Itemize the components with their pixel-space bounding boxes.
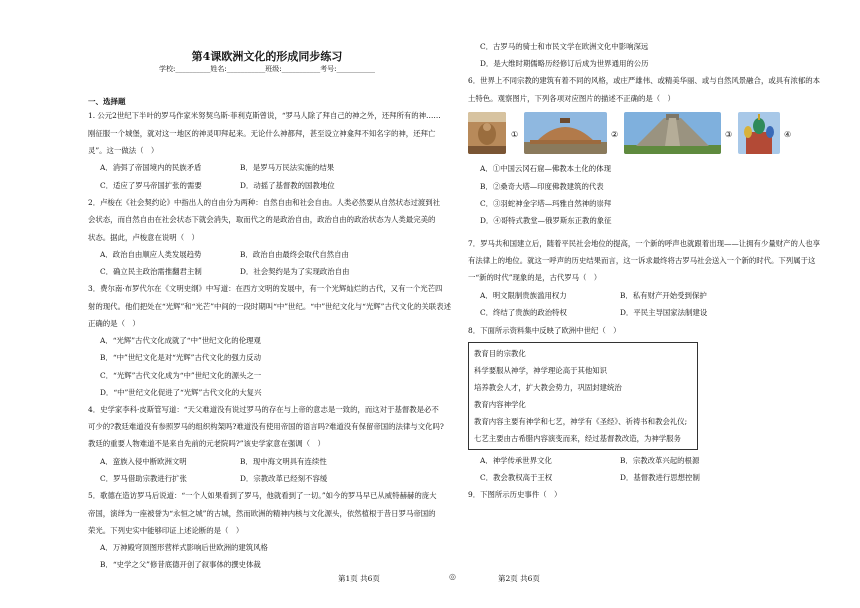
q4-option-a: A．蛮族入侵中断欧洲文明 <box>100 457 187 466</box>
q8-option-b: B．宗教改革兴起的根源 <box>620 456 700 465</box>
sanchi-stupa-image <box>524 112 607 154</box>
section-heading: 一、选择题 <box>88 97 126 106</box>
q3-option-d: D．“中”世纪文化促进了“光辉”古代文化的大复兴 <box>100 388 262 397</box>
q5-line: 帝国，演绎为一座被誉为“永恒之城”的古城，然而欧洲的精神内核与文化源头，依然植根于昔日罗马帝国的 <box>88 509 436 518</box>
box-line: 教育内容主要有神学和七艺，神学有《圣经》、祈祷书和教会礼仪; <box>474 417 688 426</box>
q4-option-b: B．现中海文明具有连续性 <box>240 457 327 466</box>
q1-option-b: B．是罗马万民法实施的结果 <box>240 163 335 172</box>
box-line: 培养教会人才，扩大教会势力，巩固封建统治 <box>474 383 622 392</box>
q7-option-d: D．平民主导国家法制建设 <box>620 308 708 317</box>
q1-line: 1. 公元2世纪下半叶的罗马作家米努契乌斯·菲利克斯曾说，“罗马人除了拜自己的神之外，还拜所有的神…… <box>88 111 441 120</box>
box-line: 七艺主要由古希腊内容演变而来，经过基督教改造，为神学服务 <box>474 434 681 443</box>
q6-option-c: C．③羽蛇神金字塔—玛雅自然神的崇拜 <box>480 199 612 208</box>
picture-number-2: ② <box>611 130 619 139</box>
q6-line: 土特色。观察图片，下列各项对应图片的描述不正确的是（ ） <box>468 94 675 103</box>
q5-option-d: D．是大维时期儒略历经修订后成为世界通用的公历 <box>480 59 649 68</box>
q7-option-a: A．明文限制贵族滥用权力 <box>480 291 567 300</box>
q4-line: 可少的?教廷难道没有参照罗马的组织构架吗?难道没有使用帝国的语言吗?难道没有保留帝国的法律与文化吗? <box>88 422 444 431</box>
q6-option-a: A．①中国云冈石窟—佛教本土化的体现 <box>480 164 611 173</box>
q8-option-d: D．基督教进行思想控制 <box>620 473 700 482</box>
page-number-left: 第1页 共6页 <box>338 574 380 583</box>
yungang-grottoes-image <box>468 112 506 154</box>
q2-option-b: B．政治自由最终会取代自然自由 <box>240 250 349 259</box>
q2-line: 状态。据此，卢梭意在说明（ ） <box>88 233 199 242</box>
q3-line: 射的现代。他们把处在“光辉”和“光芒”中间的一段时期叫“中”世纪。“中”世纪文化与“光辉”古代文化的关联表述 <box>88 302 451 311</box>
q8-option-c: C．教会教权高于王权 <box>480 473 553 482</box>
q4-line: 教廷的重要人物难道不是来自先前的元老院吗?”该史学家意在强调（ ） <box>88 439 325 448</box>
q5-line: 5．歌德在造访罗马后说道：“一个人如果看到了罗马，他就看到了一切。”如今的罗马早已从威特赫赫的庞大 <box>88 491 437 500</box>
q1-line: 灵”。这一做法（ ） <box>88 146 159 155</box>
q4-option-d: D．宗教改革已经刻不容缓 <box>240 474 328 483</box>
q7-line: 一“新的时代”现象的是，古代罗马（ ） <box>468 273 602 282</box>
q4-line: 4．史学家李科·皮斯管写道：“天父难道没有说过罗马的存在与上帝的意志是一致的，而这对于基督教是必不 <box>88 405 439 414</box>
q3-option-c: C．“光辉”古代文化成为“中”世纪文化的源头之一 <box>100 371 262 380</box>
q7-line: 有法律上的地位。就这一呼声的历史结果而言，这一诉求最终将古罗马社会送入一个新的时代。下列属于这 <box>468 256 816 265</box>
box-line: 科学要服从神学，神学理论高于其他知识 <box>474 366 608 375</box>
q5-option-a: A．万神殿穹顶图形营样式影响后世欧洲的建筑风格 <box>100 543 268 552</box>
student-info-line: 学校:__________姓名:___________班级:___________考号:___________ <box>159 65 375 73</box>
page-number-right: 第2页 共6页 <box>498 574 540 583</box>
q7-option-b: B．私有财产开始受到保护 <box>620 291 707 300</box>
q2-option-c: C．确立民主政治需推翻君主制 <box>100 267 202 276</box>
q9-line: 9．下图所示历史事件（ ） <box>468 490 562 499</box>
q7-option-c: C．终结了贵族的政治特权 <box>480 308 567 317</box>
q1-option-d: D．动摇了基督教的国教地位 <box>240 181 335 190</box>
picture-number-3: ③ <box>725 130 733 139</box>
q2-line: 会状态，而自然自由在社会状态下就会消失，取而代之的是政治自由，政治自由的政治状态为人类最完美的 <box>88 215 436 224</box>
q1-line: 刚征服一个城堡，就对这一地区的神灵叩拜起来。无论什么神都拜，甚至设立神龛拜不知名字的神，还拜亡 <box>88 129 436 138</box>
q8-option-a: A．神学传承世界文化 <box>480 456 552 465</box>
q2-option-a: A．政治自由顺应人类发展趋势 <box>100 250 202 259</box>
box-line: 教育内容神学化 <box>474 400 526 409</box>
q5-line: 荣光。下列史实中能够印证上述论断的是（ ） <box>88 526 244 535</box>
q5-option-c: C．古罗马的骑士和市民文学在欧洲文化中影响深远 <box>480 42 649 51</box>
q4-option-c: C．罗马借助宗教进行扩张 <box>100 474 187 483</box>
q2-option-d: D．社会契约是为了实现政治自由 <box>240 267 350 276</box>
q3-option-a: A．“光辉”古代文化成就了“中”世纪文化的伦理观 <box>100 336 261 345</box>
q6-option-b: B．②桑奇大塔—印度佛教建筑的代表 <box>480 182 604 191</box>
kukulcan-pyramid-image <box>624 112 721 154</box>
q8-material-box <box>468 342 698 450</box>
q8-line: 8．下面所示资料集中反映了欧洲中世纪（ ） <box>468 326 621 335</box>
picture-number-1: ① <box>511 130 519 139</box>
box-line: 教育目的宗教化 <box>474 349 526 358</box>
orthodox-church-image <box>738 112 780 154</box>
q1-option-a: A．消弭了帝国境内的民族矛盾 <box>100 163 202 172</box>
q3-line: 3．费尔南·布罗代尔在《文明史纲》中写道：在西方文明的发展中，有一个光辉灿烂的古代，又有一个光芒四 <box>88 284 443 293</box>
q6-option-d: D．④哥特式教堂—俄罗斯东正教的象征 <box>480 216 612 225</box>
q3-option-b: B．“中”世纪文化是对“光辉”古代文化的强力反动 <box>100 353 261 362</box>
q1-option-c: C．适应了罗马帝国扩张的需要 <box>100 181 202 190</box>
q6-line: 6．世界上不同宗教的建筑有着不同的风格，或庄严雄伟、或精美华丽、或与自然风景融合，或具有浓郁的本 <box>468 76 821 85</box>
document-title: 第4课欧洲文化的形成同步练习 <box>191 50 343 63</box>
q3-line: 正确的是（ ） <box>88 319 140 328</box>
q7-line: 7．罗马共和国建立后，随着平民社会地位的提高，一个新的呼声也就跟着出现——让拥有少量财产的人也享 <box>468 239 821 248</box>
q5-option-b: B．“史学之父”修昔底德开创了叙事体的撰史体裁 <box>100 560 261 569</box>
center-mark: ◎ <box>449 572 456 581</box>
picture-number-4: ④ <box>784 130 792 139</box>
q2-line: 2．卢梭在《社会契约论》中指出人的自由分为两种：自然自由和社会自由。人类必然要从自然状态过渡到社 <box>88 198 441 207</box>
